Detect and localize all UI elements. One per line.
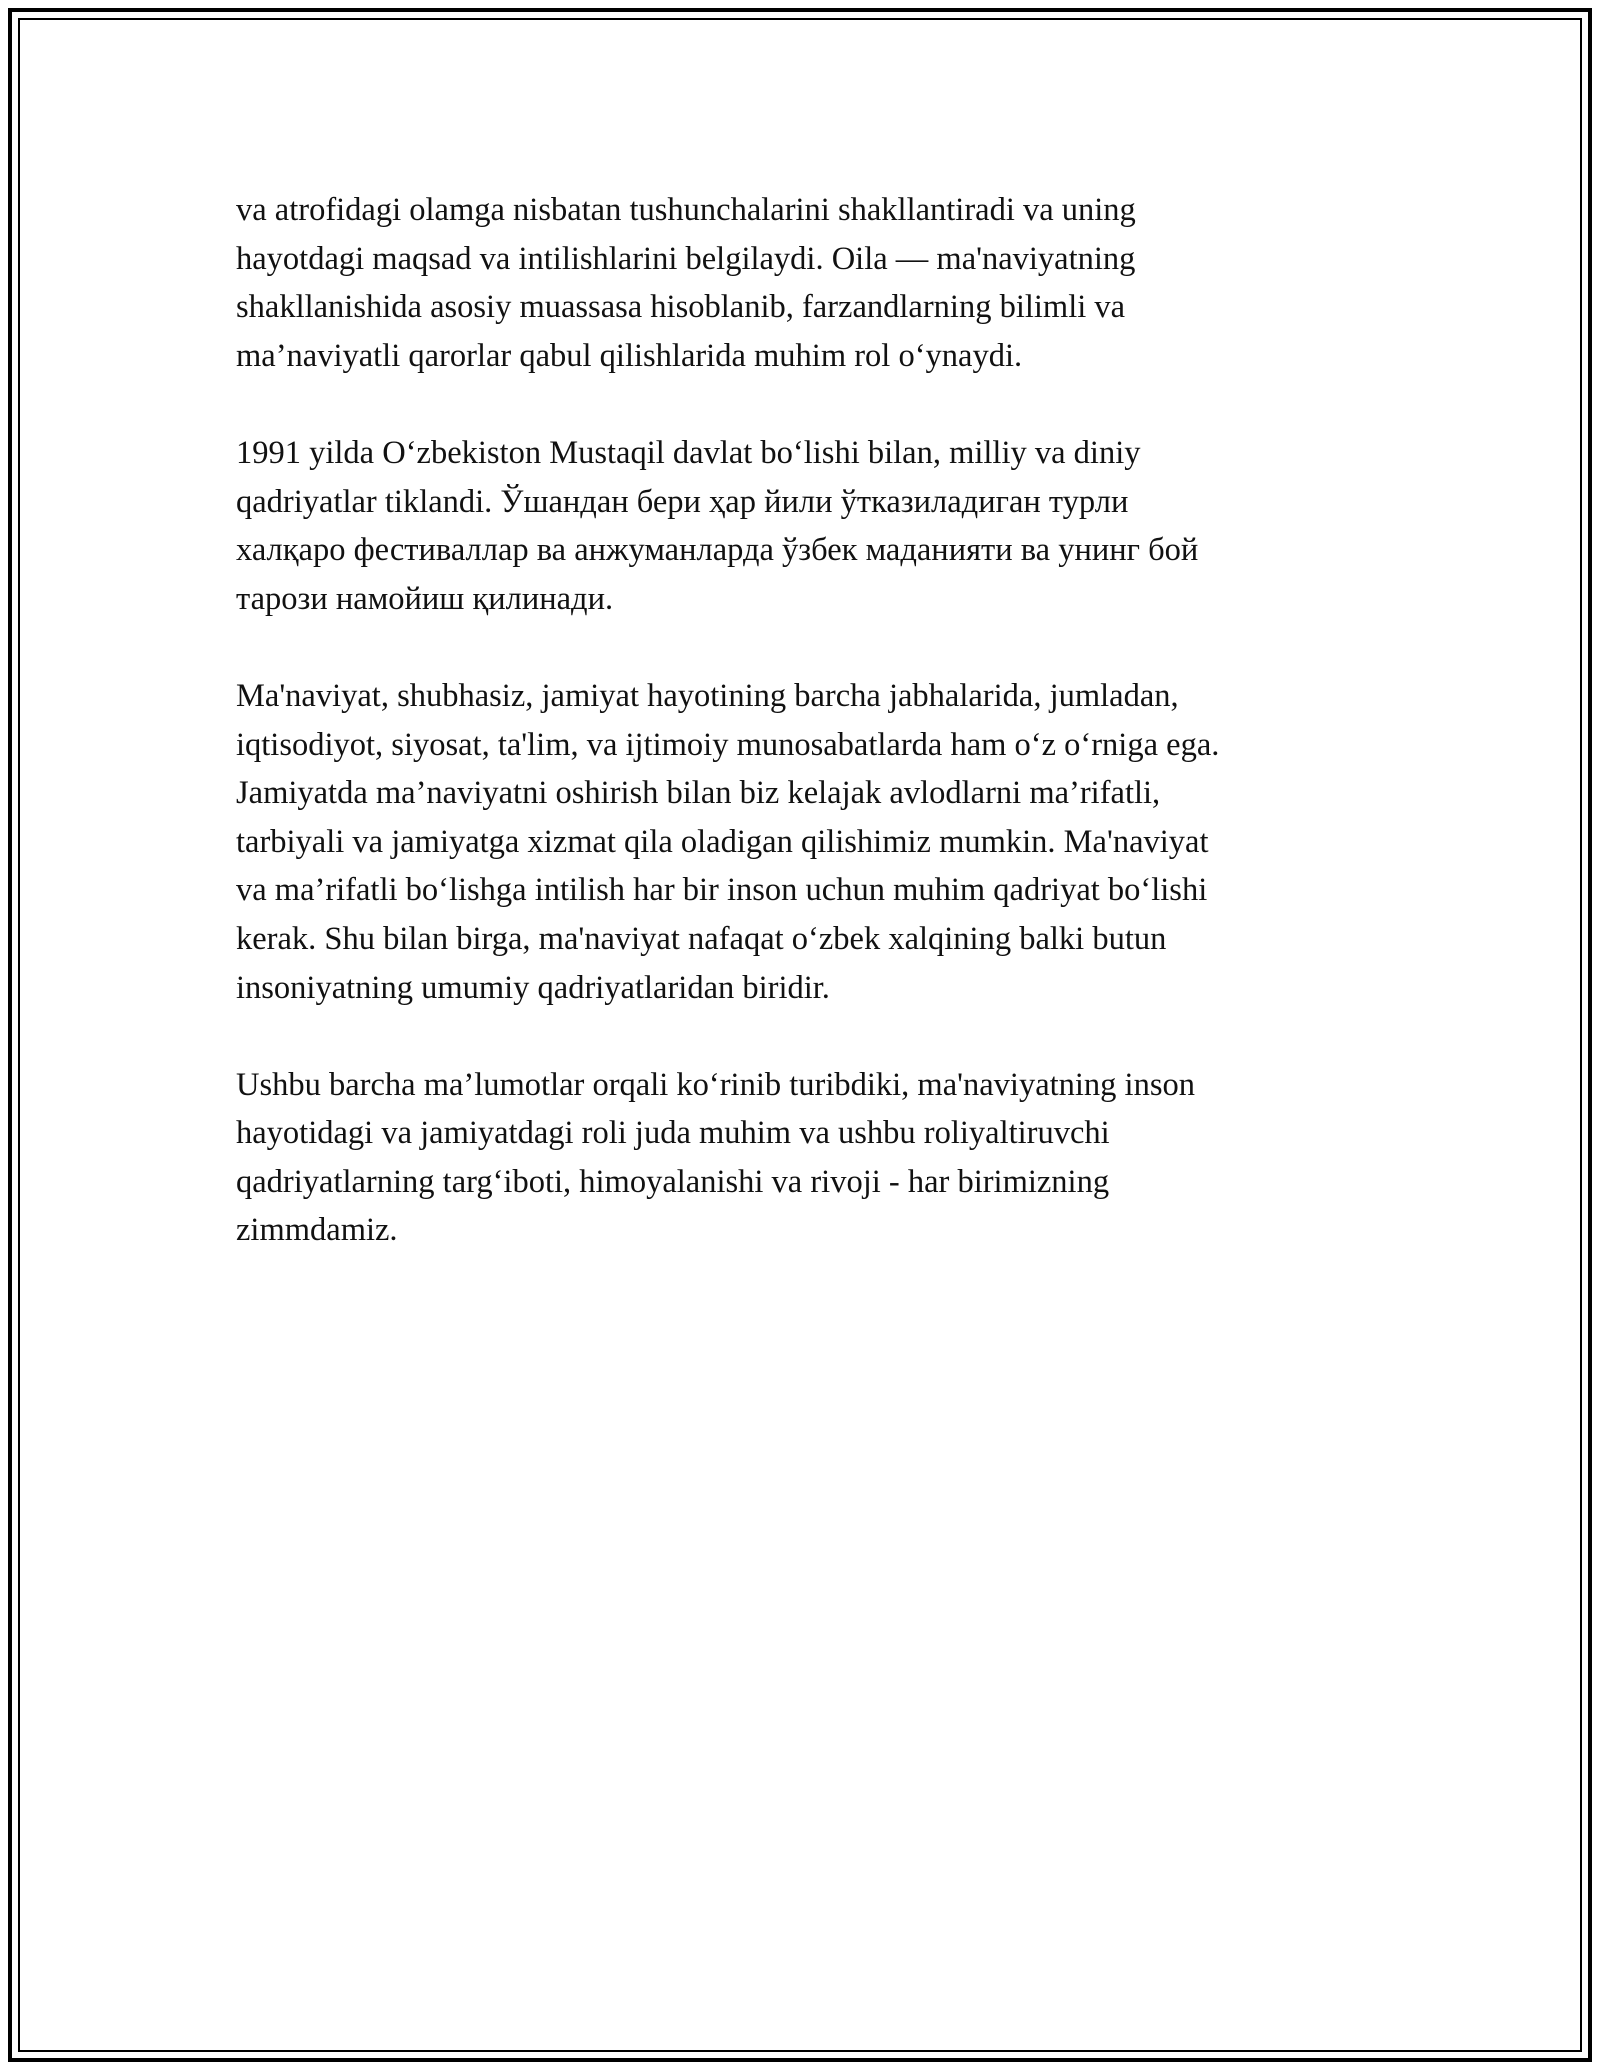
document-body xyxy=(236,186,1356,1304)
paragraph-1: va atrofidagi olamga nisbatan tushunchalarini shakllantiradi va uning hayotdagi maqsad va intilishlarini belgilaydi. Oila — ma'naviyatning shakllanishida asosiy muassasa hisoblanib, farzandlarning bilimli va ma’naviyatli qarorlar qabul qilishlarida muhim rol o‘ynaydi. xyxy=(236,192,1136,374)
paragraph-3: Ma'naviyat, shubhasiz, jamiyat hayotining barcha jabhalarida, jumladan, iqtisodiyot, siyosat, ta'lim, va ijtimoiy munosabatlarda ham o‘z o‘rniga ega. Jamiyatda ma’naviyatni oshirish bilan biz kelajak avlodlarni ma’rifatli, tarbiyali va jamiyatga xizmat qila oladigan qilishimiz mumkin. Ma'naviyat va ma’rifatli bo‘lishga intilish har bir inson uchun muhim qadriyat bo‘lishi kerak. Shu bilan birga, ma'naviyat nafaqat o‘zbek xalqining balki butun insoniyatning umumiy qadriyatlaridan biridir. xyxy=(236,677,1220,1006)
paragraph-4: Ushbu barcha ma’lumotlar orqali ko‘rinib turibdiki, ma'naviyatning inson hayotidagi va jamiyatdagi roli juda muhim va ushbu roliyaltiruvchi qadriyatlarning targ‘iboti, himoyalanishi va rivoji - har birimizning zimmdamiz. xyxy=(236,1066,1195,1249)
paragraph-2: 1991 yilda O‘zbekiston Mustaqil davlat bo‘lishi bilan, milliy va diniy qadriyatlar tiklandi. Ўшандан бери ҳар йили ўтказиладиган турли халқаро фестиваллар ва анжуманларда ўзбек маданияти ва унинг бой тарози намойиш қилинади. xyxy=(236,434,1199,617)
